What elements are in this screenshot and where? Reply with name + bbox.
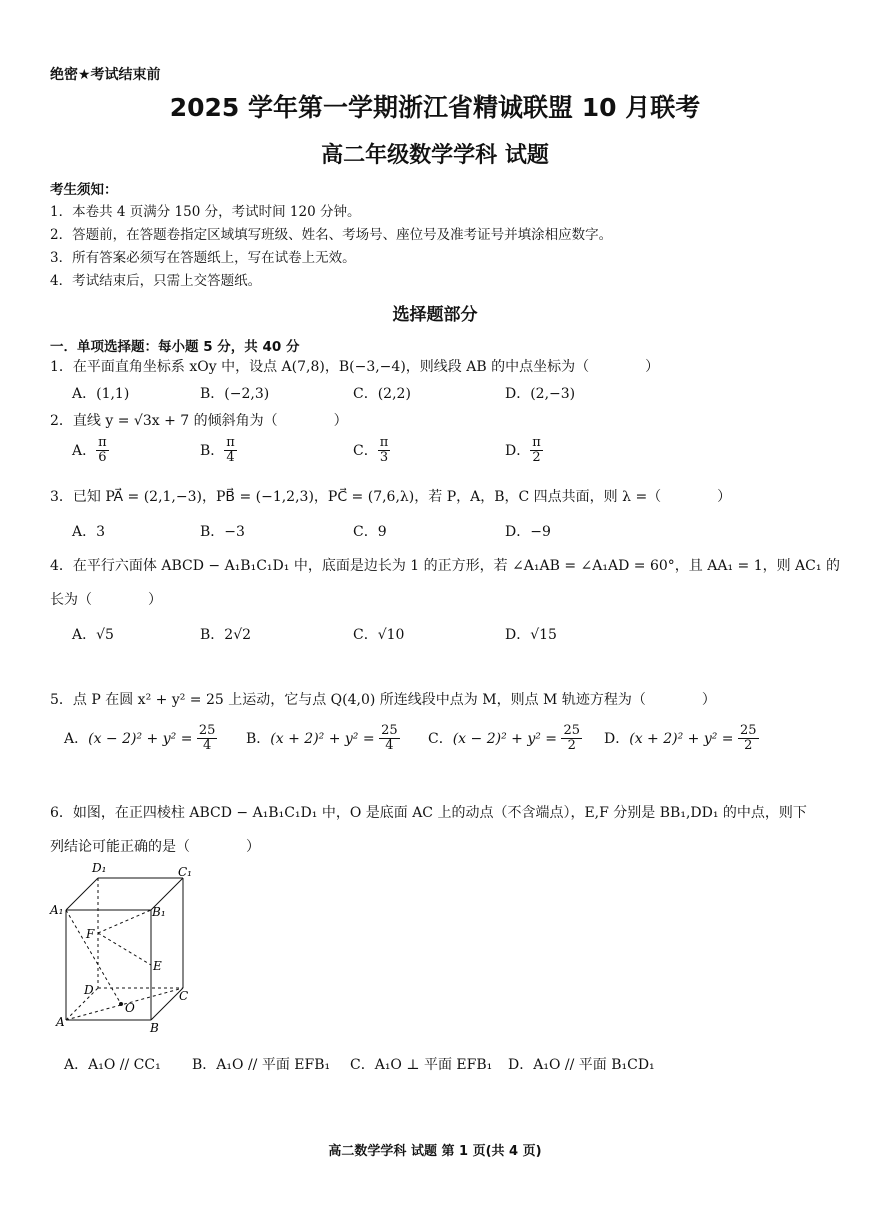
q3-option-d: D．−9 bbox=[505, 524, 551, 540]
q6-option-c: C．A₁O ⊥ 平面 EFB₁ bbox=[350, 1057, 493, 1073]
q2-option-b bbox=[200, 436, 237, 466]
edge-a1d1 bbox=[66, 878, 98, 910]
label-c1: C₁ bbox=[178, 865, 192, 879]
fraction: $\frac{25}{4}$ bbox=[198, 723, 216, 754]
fraction: $\frac{25}{2}$ bbox=[740, 723, 757, 754]
label-o: O bbox=[125, 1001, 135, 1015]
option-label: C． bbox=[428, 730, 453, 747]
q6-option-d: D．A₁O // 平面 B₁CD₁ bbox=[508, 1057, 655, 1073]
q1-option-d: D．(2,−3) bbox=[505, 386, 576, 402]
q4-option-d: D．√15 bbox=[505, 627, 557, 643]
option-label: C． bbox=[353, 442, 378, 459]
equation-lhs: (x + 2)² + y² = bbox=[270, 730, 375, 747]
option-label: D． bbox=[505, 442, 531, 459]
question-4-stem-cont: 长为（ ） bbox=[50, 592, 162, 608]
q6-option-a: A．A₁O // CC₁ bbox=[64, 1057, 161, 1073]
q5-option-c bbox=[428, 724, 582, 754]
section-title: 选择题部分 bbox=[392, 305, 478, 325]
option-label: A． bbox=[64, 730, 89, 747]
label-a1: A₁ bbox=[50, 903, 64, 917]
label-d: D bbox=[84, 983, 94, 997]
question-3-stem: 3．已知 PA⃗ = (2,1,−3)，PB⃗ = (−1,2,3)，PC⃗ = (7,6,λ)，若 P，A，B，C 四点共面，则 λ =（ ） bbox=[50, 489, 732, 505]
fraction: $\frac{25}{4}$ bbox=[381, 723, 398, 754]
exam-subtitle: 高二年级数学学科 试题 bbox=[321, 143, 549, 168]
prism-figure bbox=[46, 858, 206, 1038]
option-label: B． bbox=[200, 442, 225, 459]
q3-option-a: A．3 bbox=[72, 524, 106, 540]
question-6-stem-cont: 列结论可能正确的是（ ） bbox=[50, 839, 260, 855]
q3-option-c: C．9 bbox=[353, 524, 387, 540]
q5-option-d bbox=[604, 724, 759, 754]
notice-item: 1．本卷共 4 页满分 150 分，考试时间 120 分钟。 bbox=[50, 204, 361, 220]
equation-lhs: (x + 2)² + y² = bbox=[629, 730, 734, 747]
label-b: B bbox=[150, 1021, 159, 1035]
q1-option-a: A．(1,1) bbox=[72, 386, 130, 402]
q2-option-c bbox=[353, 436, 390, 466]
q4-option-b: B．2√2 bbox=[200, 627, 252, 643]
q6-option-b: B．A₁O // 平面 EFB₁ bbox=[192, 1057, 331, 1073]
segment-fb1 bbox=[98, 910, 151, 933]
question-1-stem: 1．在平面直角坐标系 xOy 中，设点 A(7,8)，B(−3,−4)，则线段 AB 的中点坐标为（ ） bbox=[50, 359, 660, 375]
option-label: D． bbox=[604, 730, 630, 747]
fraction: $\frac{\pi}{3}$ bbox=[379, 435, 389, 466]
equation-lhs: (x − 2)² + y² = bbox=[452, 730, 558, 747]
fraction: $\frac{\pi}{4}$ bbox=[226, 435, 235, 466]
q1-option-c: C．(2,2) bbox=[353, 386, 411, 402]
part-heading: 一．单项选择题：每小题 5 分，共 40 分 bbox=[50, 339, 300, 355]
q5-option-b bbox=[246, 724, 400, 754]
q3-option-b: B．−3 bbox=[200, 524, 245, 540]
question-5-stem: 5．点 P 在圆 x² + y² = 25 上运动，它与点 Q(4,0) 所连线段中点为 M，则点 M 轨迹方程为（ ） bbox=[50, 692, 716, 708]
q4-option-a: A．√5 bbox=[72, 627, 114, 643]
q2-option-a bbox=[72, 436, 109, 466]
label-d1: D₁ bbox=[92, 861, 107, 875]
label-b1: B₁ bbox=[152, 905, 166, 919]
option-label: A． bbox=[72, 442, 97, 459]
page-footer: 高二数学学科 试题 第 1 页(共 4 页) bbox=[328, 1144, 542, 1159]
confidential-label: 绝密★考试结束前 bbox=[50, 67, 161, 83]
label-e: E bbox=[153, 959, 162, 973]
question-2-stem: 2．直线 y = √3x + 7 的倾斜角为（ ） bbox=[50, 413, 348, 429]
q2-option-d bbox=[505, 436, 543, 466]
question-6-stem: 6．如图，在正四棱柱 ABCD − A₁B₁C₁D₁ 中，O 是底面 AC 上的动点（不含端点），E,F 分别是 BB₁,DD₁ 的中点，则下 bbox=[50, 805, 807, 821]
label-c: C bbox=[179, 989, 189, 1003]
notice-item: 4．考试结束后，只需上交答题纸。 bbox=[50, 273, 262, 289]
q5-option-a bbox=[64, 724, 217, 754]
question-4-stem: 4．在平行六面体 ABCD − A₁B₁C₁D₁ 中，底面是边长为 1 的正方形，若 ∠A₁AB = ∠A₁AD = 60°，且 AA₁ = 1，则 AC₁ 的 bbox=[50, 558, 840, 574]
fraction: $\frac{\pi}{2}$ bbox=[532, 435, 541, 466]
notice-item: 2．答题前，在答题卷指定区域填写班级、姓名、考场号、座位号及准考证号并填涂相应数字。 bbox=[50, 227, 613, 243]
notice-item: 3．所有答案必须写在答题纸上，写在试卷上无效。 bbox=[50, 250, 356, 266]
point-o bbox=[119, 1002, 123, 1006]
notice-heading: 考生须知： bbox=[50, 182, 118, 198]
q1-option-b: B．(−2,3) bbox=[200, 386, 270, 402]
equation-lhs: (x − 2)² + y² = bbox=[88, 730, 193, 747]
label-f: F bbox=[86, 927, 95, 941]
label-a: A bbox=[56, 1015, 65, 1029]
option-label: B． bbox=[246, 730, 271, 747]
fraction: $\frac{25}{2}$ bbox=[563, 723, 581, 754]
segment-fe bbox=[98, 933, 151, 965]
exam-title: 2025 学年第一学期浙江省精诚联盟 10 月联考 bbox=[169, 93, 701, 122]
fraction: $\frac{\pi}{6}$ bbox=[98, 435, 107, 466]
q4-option-c: C．√10 bbox=[353, 627, 405, 643]
